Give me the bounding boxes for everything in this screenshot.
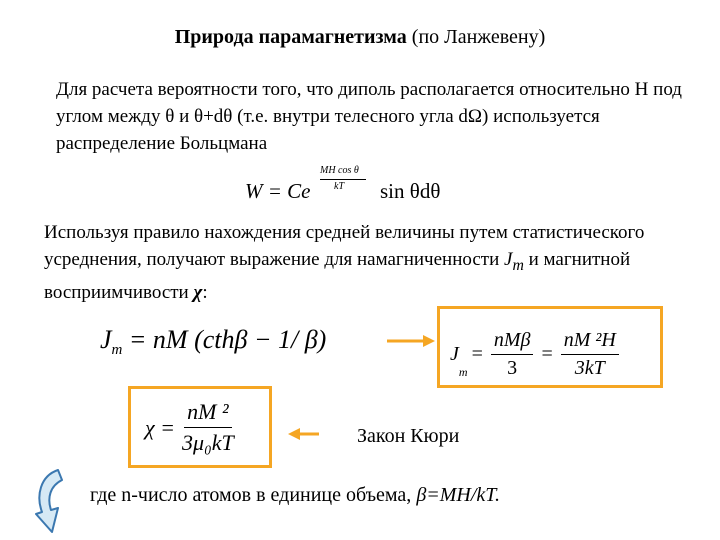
boltzmann-exp-num: MH cos θ (320, 165, 359, 176)
slide-title (0, 26, 720, 49)
paragraph2-end: : (202, 281, 208, 303)
paragraph2-chi: χ (193, 281, 203, 303)
curie-law-label: Закон Кюри (357, 425, 460, 447)
title-bold: Природа парамагнетизма (174, 26, 407, 48)
formula-jm-approx (450, 329, 623, 380)
formula-jm-rhs: = nM (cthβ − 1/ β) (122, 325, 327, 354)
title-normal: (по Ланжевену) (406, 26, 546, 48)
paragraph2-text: Используя правило нахождения средней величины путем статистического усреднения, получают выражение для намагниченности (44, 222, 645, 270)
arrow-right-icon (385, 333, 437, 349)
note-text: где n-число атомов в единице объема, (90, 484, 417, 506)
paragraph2-sym-j-sub: m (512, 256, 524, 274)
chi-lhs: χ = (145, 414, 176, 440)
paragraph-averaging (44, 219, 684, 306)
boltzmann-tail: sin θdθ (380, 179, 441, 203)
formula-jm-lhs-sub: m (111, 342, 123, 359)
formula-jm-approx-box (437, 306, 663, 388)
paragraph2-mid: и магнитной восприимчивости (44, 249, 631, 303)
approx-frac2-num: nM ²H (561, 329, 619, 355)
formula-magnetization (100, 325, 326, 359)
approx-frac1 (491, 329, 534, 380)
boltzmann-formula (232, 165, 492, 215)
approx-frac1-num: nMβ (491, 329, 534, 355)
note-beta: β=MH/kT. (416, 484, 500, 506)
chi-den: 3μ₀kT (182, 430, 234, 455)
approx-frac1-den: 3 (507, 357, 518, 379)
approx-frac2-den: 3kT (574, 357, 605, 379)
formula-jm-lhs: J (100, 325, 112, 354)
chi-num: nM ² (184, 399, 231, 428)
approx-lhs-sub: m (458, 365, 468, 379)
formula-chi (145, 399, 241, 456)
approx-frac2 (561, 329, 619, 380)
approx-eq1: = (471, 343, 483, 365)
arrow-left-icon (287, 426, 321, 442)
approx-eq2: = (541, 343, 553, 365)
formula-chi-box (128, 386, 272, 468)
paragraph-probability: Для расчета вероятности того, что диполь располагается относительно H под углом между θ и θ+dθ (т.е. внутри телесного угла dΩ) используется распределение Больцмана (56, 79, 682, 154)
chi-frac (179, 399, 237, 456)
boltzmann-exp-line (320, 179, 366, 180)
note-line (90, 484, 500, 507)
boltzmann-exp-den: kT (334, 181, 344, 192)
approx-lhs: J (450, 343, 459, 365)
curved-arrow-icon (32, 466, 74, 536)
paragraph2-sym-j: J (504, 249, 513, 270)
boltzmann-lhs: W = Ce (245, 179, 311, 203)
